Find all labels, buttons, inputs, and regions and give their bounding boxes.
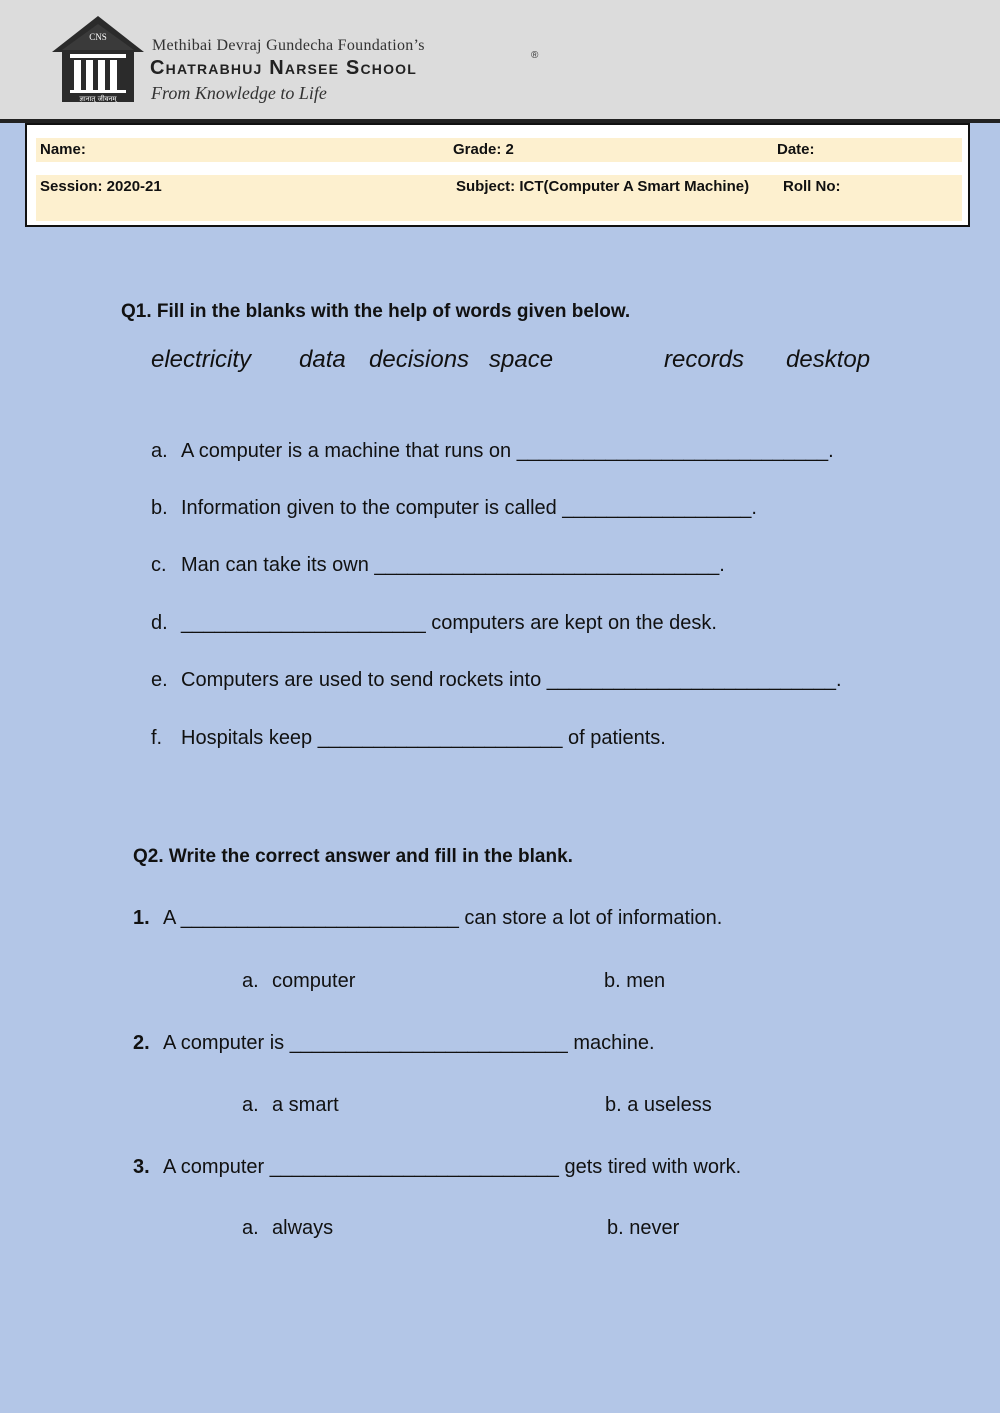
q1-item-e[interactable]: [151, 669, 842, 692]
option-text: always: [272, 1217, 334, 1239]
question-text: A computer is _________________________ machine.: [163, 1032, 655, 1054]
question-number: 3.: [133, 1156, 150, 1178]
q2-2-option-b[interactable]: b. a useless: [605, 1094, 712, 1116]
item-label: e.: [151, 669, 168, 691]
word-bank-item: data: [299, 346, 346, 373]
item-text: A computer is a machine that runs on ____________________________.: [181, 440, 834, 462]
option-text: a smart: [272, 1094, 339, 1116]
item-text: Man can take its own _______________________________.: [181, 554, 725, 576]
word-bank-item: decisions: [369, 346, 470, 373]
school-name: Chatrabhuj Narsee School: [150, 57, 417, 79]
q1-item-f[interactable]: [151, 727, 666, 750]
item-text: Computers are used to send rockets into __________________________.: [181, 669, 842, 691]
info-row-2: [36, 175, 962, 221]
date-field[interactable]: Date:: [777, 141, 815, 158]
info-row-1: [36, 138, 962, 162]
q2-question-3[interactable]: [133, 1156, 741, 1179]
word-bank-item: space: [489, 346, 554, 373]
q1-item-d[interactable]: [151, 612, 717, 635]
option-label: a.: [242, 1217, 259, 1239]
name-field[interactable]: Name:: [40, 141, 86, 158]
q1-title: Q1. Fill in the blanks with the help of words given below.: [121, 301, 631, 322]
subject-label: Subject: ICT(Computer A Smart Machine): [456, 178, 750, 195]
option-text: computer: [272, 970, 356, 992]
item-text: Hospitals keep ______________________ of patients.: [181, 727, 666, 749]
item-label: f.: [151, 727, 163, 749]
q2-question-1[interactable]: [133, 907, 722, 930]
roll-no-field[interactable]: Roll No:: [783, 178, 841, 195]
question-text: A _________________________ can store a lot of information.: [163, 907, 723, 929]
logo-motto: ज्ञानात् जीवनम्: [79, 95, 117, 103]
item-label: b.: [151, 497, 168, 519]
student-info-box: [25, 123, 970, 227]
q2-title: Q2. Write the correct answer and fill in the blank.: [133, 846, 573, 867]
q2-question-2[interactable]: [133, 1032, 655, 1055]
item-label: c.: [151, 554, 167, 576]
logo-abbr: CNS: [89, 32, 107, 42]
q1-item-c[interactable]: [151, 554, 725, 577]
item-text: Information given to the computer is called _________________.: [181, 497, 757, 519]
word-bank-item: records: [664, 346, 745, 373]
q2-3-option-b[interactable]: b. never: [607, 1217, 680, 1239]
q2-2-option-a[interactable]: [242, 1094, 339, 1117]
session-label: Session: 2020-21: [40, 178, 162, 195]
option-label: a.: [242, 1094, 259, 1116]
q1-item-a[interactable]: [151, 440, 834, 463]
school-logo-icon: [50, 14, 146, 106]
q2-3-option-a[interactable]: [242, 1217, 333, 1240]
word-bank-item: desktop: [786, 346, 871, 373]
q2-1-option-a[interactable]: [242, 970, 355, 993]
grade-label: Grade: 2: [453, 141, 514, 158]
question-number: 1.: [133, 907, 150, 929]
foundation-name: Methibai Devraj Gundecha Foundation’s: [152, 37, 425, 54]
item-label: a.: [151, 440, 168, 462]
q1-item-b[interactable]: [151, 497, 757, 520]
item-label: d.: [151, 612, 168, 634]
item-text: ______________________ computers are kept on the desk.: [181, 612, 717, 634]
q2-1-option-b[interactable]: b. men: [604, 970, 666, 992]
word-bank-item: electricity: [151, 346, 252, 373]
school-tagline: From Knowledge to Life: [151, 83, 327, 103]
registered-mark: ®: [531, 50, 539, 61]
option-label: a.: [242, 970, 259, 992]
question-text: A computer __________________________ gets tired with work.: [163, 1156, 742, 1178]
question-number: 2.: [133, 1032, 150, 1054]
